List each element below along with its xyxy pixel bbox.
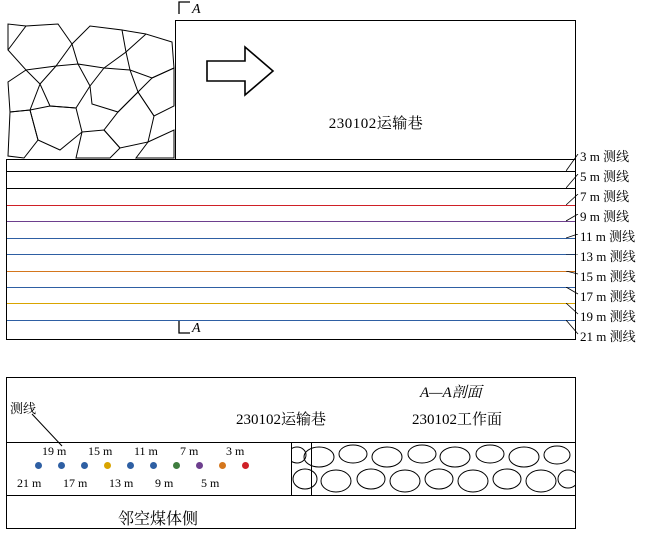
measure-point-label-lower: 13 m — [109, 476, 134, 490]
survey-line-label-4: 9 m 测线 — [580, 209, 630, 224]
measure-point-label-upper: 19 m — [42, 444, 67, 458]
measure-point-dot — [219, 462, 226, 469]
measure-point-label-lower: 9 m — [155, 476, 174, 490]
section-mark-bottom — [178, 320, 201, 337]
measure-point-dot — [58, 462, 65, 469]
section-mark-top-label: A — [192, 2, 201, 17]
measure-point-label-upper: 7 m — [180, 444, 199, 458]
measure-point-dot — [242, 462, 249, 469]
measure-point-dot — [150, 462, 157, 469]
measure-point-dot — [196, 462, 203, 469]
survey-line-2 — [7, 188, 575, 189]
coal-side-label: 邻空煤体侧 — [118, 511, 199, 528]
survey-line-4 — [7, 221, 575, 222]
rock-pattern-icon — [291, 443, 575, 496]
measure-point-dot — [173, 462, 180, 469]
survey-line-7 — [7, 271, 575, 272]
section-title: A—A剖面 — [420, 385, 482, 401]
survey-line-label-3: 7 m 测线 — [580, 189, 630, 204]
measure-point-label-lower: 21 m — [17, 476, 42, 490]
measure-point-label-upper: 11 m — [134, 444, 158, 458]
survey-line-label-10: 21 m 测线 — [580, 329, 636, 344]
measure-point-label-upper: 15 m — [88, 444, 113, 458]
measure-point-dot — [81, 462, 88, 469]
survey-line-label-6: 13 m 测线 — [580, 249, 636, 264]
measure-point-dot — [35, 462, 42, 469]
survey-line-5 — [7, 238, 575, 239]
roadway-label: 230102运输巷 — [328, 116, 424, 132]
survey-line-label-2: 5 m 测线 — [580, 169, 630, 184]
corner-bracket-icon — [178, 320, 192, 334]
measure-point-dot — [104, 462, 111, 469]
survey-line-label-1: 3 m 测线 — [580, 149, 630, 164]
survey-line-label-9: 19 m 测线 — [580, 309, 636, 324]
survey-line-label-8: 17 m 测线 — [580, 289, 636, 304]
section-roadway-label: 230102运输巷 — [236, 412, 327, 428]
measure-point-label-lower: 17 m — [63, 476, 88, 490]
working-face-label: 230102工作面 — [412, 412, 503, 428]
measure-point-label-upper: 3 m — [226, 444, 245, 458]
measure-point-dot — [127, 462, 134, 469]
survey-line-1 — [7, 171, 575, 172]
survey-line-label-7: 15 m 测线 — [580, 269, 636, 284]
section-mark-bottom-label: A — [192, 321, 201, 336]
rubble-pattern-icon — [6, 20, 176, 160]
survey-line-leader-10 — [566, 320, 580, 360]
survey-line-8 — [7, 287, 575, 288]
airflow-arrow-icon — [205, 45, 275, 102]
goaf-rock-fill — [291, 443, 575, 496]
goaf-rubble-block — [6, 20, 176, 160]
survey-line-3 — [7, 205, 575, 206]
measure-point-label-lower: 5 m — [201, 476, 220, 490]
corner-bracket-icon — [178, 1, 192, 15]
survey-line-label-5: 11 m 测线 — [580, 229, 636, 244]
survey-line-6 — [7, 254, 575, 255]
survey-line-caption: 测线 — [10, 401, 37, 416]
section-mark-top — [178, 1, 201, 18]
survey-line-9 — [7, 303, 575, 304]
survey-line-10 — [7, 320, 575, 321]
